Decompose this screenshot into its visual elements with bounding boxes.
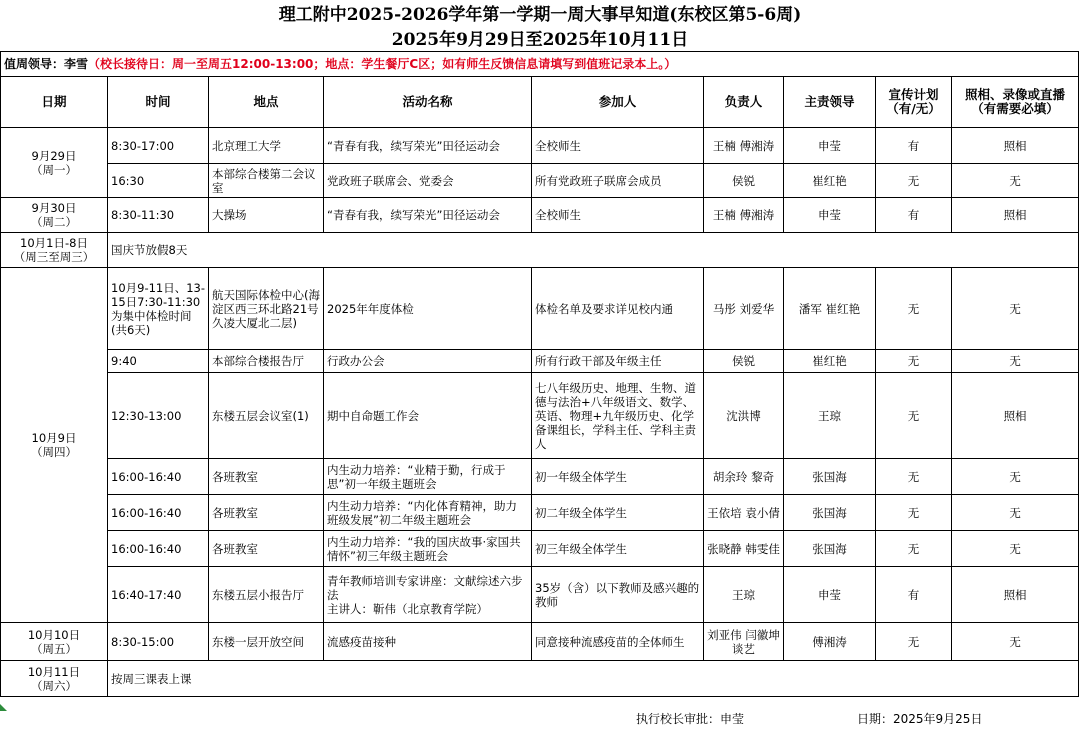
time-cell: 8:30-15:00 bbox=[108, 623, 209, 661]
header-participants: 参加人 bbox=[532, 77, 704, 128]
owner-cell: 王楠 傅湘涛 bbox=[704, 198, 784, 233]
leader-cell: 潘军 崔红艳 bbox=[784, 268, 876, 350]
owner-cell: 刘亚伟 闫徽坤 谈艺 bbox=[704, 623, 784, 661]
table-row bbox=[1, 623, 1079, 661]
owner-cell: 王依培 袁小倩 bbox=[704, 495, 784, 531]
media-cell: 无 bbox=[952, 164, 1079, 198]
participants-cell: 全校师生 bbox=[532, 198, 704, 233]
activity-cell: 行政办公会 bbox=[324, 350, 532, 373]
schedule-note: 按周三课表上课 bbox=[108, 661, 1079, 697]
activity-cell: 期中自命题工作会 bbox=[324, 373, 532, 459]
header-publicity: 宣传计划（有/无） bbox=[876, 77, 952, 128]
page-title: 理工附中2025-2026学年第一学期一周大事早知道(东校区第5-6周) bbox=[278, 5, 802, 25]
place-cell: 东楼一层开放空间 bbox=[209, 623, 324, 661]
duty-leader-row bbox=[1, 52, 1079, 77]
leader-cell: 崔红艳 bbox=[784, 350, 876, 373]
activity-cell: “青春有我，续写荣光”田径运动会 bbox=[324, 198, 532, 233]
place-cell: 大操场 bbox=[209, 198, 324, 233]
duty-leader-label: 值周领导：李雪 bbox=[4, 57, 89, 71]
media-cell: 无 bbox=[952, 268, 1079, 350]
leader-cell: 崔红艳 bbox=[784, 164, 876, 198]
media-cell: 无 bbox=[952, 623, 1079, 661]
media-cell: 无 bbox=[952, 459, 1079, 495]
date-cell: 10月11日 （周六） bbox=[1, 661, 108, 697]
publicity-cell: 无 bbox=[876, 268, 952, 350]
date-range-subtitle: 2025年9月29日至2025年10月11日 bbox=[391, 30, 689, 50]
owner-cell: 马彤 刘爱华 bbox=[704, 268, 784, 350]
owner-cell: 王楠 傅湘涛 bbox=[704, 128, 784, 164]
place-cell: 航天国际体检中心(海淀区西三环北路21号久凌大厦北二层) bbox=[209, 268, 324, 350]
sheet-corner-marker bbox=[0, 704, 7, 711]
media-cell: 无 bbox=[952, 495, 1079, 531]
activity-cell: 流感疫苗接种 bbox=[324, 623, 532, 661]
table-row bbox=[1, 164, 1079, 198]
participants-cell: 所有行政干部及年级主任 bbox=[532, 350, 704, 373]
place-cell: 东楼五层小报告厅 bbox=[209, 567, 324, 623]
activity-cell: 党政班子联席会、党委会 bbox=[324, 164, 532, 198]
header-place: 地点 bbox=[209, 77, 324, 128]
leader-cell: 傅湘涛 bbox=[784, 623, 876, 661]
place-cell: 各班教室 bbox=[209, 459, 324, 495]
date-cell: 9月29日 （周一） bbox=[1, 128, 108, 198]
table-row bbox=[1, 128, 1079, 164]
publicity-cell: 无 bbox=[876, 623, 952, 661]
participants-cell: 初一年级全体学生 bbox=[532, 459, 704, 495]
publicity-cell: 无 bbox=[876, 373, 952, 459]
schedule-table bbox=[0, 51, 1079, 697]
place-cell: 东楼五层会议室(1) bbox=[209, 373, 324, 459]
participants-cell: 35岁（含）以下教师及感兴趣的教师 bbox=[532, 567, 704, 623]
media-cell: 照相 bbox=[952, 373, 1079, 459]
header-time: 时间 bbox=[108, 77, 209, 128]
publicity-cell: 有 bbox=[876, 198, 952, 233]
footer-date: 日期：2025年9月25日 bbox=[857, 712, 983, 726]
date-cell: 9月30日 （周二） bbox=[1, 198, 108, 233]
media-cell: 照相 bbox=[952, 198, 1079, 233]
activity-cell: 内生动力培养：“业精于勤，行成于思”初一年级主题班会 bbox=[324, 459, 532, 495]
holiday-note: 国庆节放假8天 bbox=[108, 233, 1079, 268]
speaker-line: 主讲人：靳伟（北京教育学院） bbox=[327, 601, 488, 616]
place-cell: 本部综合楼第二会议室 bbox=[209, 164, 324, 198]
publicity-cell: 无 bbox=[876, 164, 952, 198]
owner-cell: 侯锐 bbox=[704, 164, 784, 198]
time-cell: 8:30-11:30 bbox=[108, 198, 209, 233]
header-owner: 负责人 bbox=[704, 77, 784, 128]
date-cell: 10月9日 （周四） bbox=[1, 268, 108, 623]
owner-cell: 张晓静 韩雯佳 bbox=[704, 531, 784, 567]
publicity-cell: 无 bbox=[876, 350, 952, 373]
table-row bbox=[1, 233, 1079, 268]
media-cell: 无 bbox=[952, 350, 1079, 373]
place-cell: 各班教室 bbox=[209, 531, 324, 567]
media-cell: 照相 bbox=[952, 128, 1079, 164]
time-cell: 16:00-16:40 bbox=[108, 459, 209, 495]
activity-cell: 2025年年度体检 bbox=[324, 268, 532, 350]
header-activity: 活动名称 bbox=[324, 77, 532, 128]
time-cell: 9:40 bbox=[108, 350, 209, 373]
principal-reception-note: （校长接待日：周一至周五12:00-13:00；地点：学生餐厅C区；如有师生反馈信息请填写到值班记录本上。） bbox=[88, 57, 677, 71]
table-row bbox=[1, 459, 1079, 495]
table-row bbox=[1, 350, 1079, 373]
participants-cell: 体检名单及要求详见校内通 bbox=[532, 268, 704, 350]
activity-cell: 内生动力培养：“内化体育精神，助力班级发展”初二年级主题班会 bbox=[324, 495, 532, 531]
owner-cell: 胡余玲 黎奇 bbox=[704, 459, 784, 495]
publicity-cell: 无 bbox=[876, 495, 952, 531]
table-row bbox=[1, 495, 1079, 531]
date-cell: 10月1日-8日 （周三至周三） bbox=[1, 233, 108, 268]
table-row bbox=[1, 198, 1079, 233]
participants-cell: 全校师生 bbox=[532, 128, 704, 164]
owner-cell: 王琼 bbox=[704, 567, 784, 623]
media-cell: 无 bbox=[952, 531, 1079, 567]
leader-cell: 王琼 bbox=[784, 373, 876, 459]
place-cell: 本部综合楼报告厅 bbox=[209, 350, 324, 373]
publicity-cell: 有 bbox=[876, 128, 952, 164]
header-row bbox=[1, 77, 1079, 128]
owner-cell: 侯锐 bbox=[704, 350, 784, 373]
header-leader: 主责领导 bbox=[784, 77, 876, 128]
time-cell: 12:30-13:00 bbox=[108, 373, 209, 459]
table-row bbox=[1, 567, 1079, 623]
owner-cell: 沈洪博 bbox=[704, 373, 784, 459]
leader-cell: 张国海 bbox=[784, 459, 876, 495]
place-cell: 各班教室 bbox=[209, 495, 324, 531]
time-cell: 16:00-16:40 bbox=[108, 531, 209, 567]
leader-cell: 张国海 bbox=[784, 531, 876, 567]
time-cell: 16:00-16:40 bbox=[108, 495, 209, 531]
publicity-cell: 无 bbox=[876, 459, 952, 495]
time-cell: 16:30 bbox=[108, 164, 209, 198]
activity-cell: 内生动力培养：“我的国庆故事·家国共情怀”初三年级主题班会 bbox=[324, 531, 532, 567]
table-row bbox=[1, 661, 1079, 697]
date-cell: 10月10日 （周五） bbox=[1, 623, 108, 661]
time-cell: 8:30-17:00 bbox=[108, 128, 209, 164]
table-row bbox=[1, 373, 1079, 459]
participants-cell: 初三年级全体学生 bbox=[532, 531, 704, 567]
activity-cell: “青春有我，续写荣光”田径运动会 bbox=[324, 128, 532, 164]
table-row bbox=[1, 268, 1079, 350]
activity-cell: 青年教师培训专家讲座：文献综述六步法 主讲人：靳伟（北京教育学院） bbox=[324, 567, 532, 623]
participants-cell: 同意接种流感疫苗的全体师生 bbox=[532, 623, 704, 661]
leader-cell: 申莹 bbox=[784, 567, 876, 623]
header-date: 日期 bbox=[1, 77, 108, 128]
header-media: 照相、录像或直播（有需要必填） bbox=[952, 77, 1079, 128]
leader-cell: 申莹 bbox=[784, 128, 876, 164]
table-row bbox=[1, 531, 1079, 567]
approval-signature: 执行校长审批：申莹 bbox=[636, 712, 745, 726]
publicity-cell: 无 bbox=[876, 531, 952, 567]
time-cell: 10月9-11日、13-15日7:30-11:30为集中体检时间(共6天) bbox=[108, 268, 209, 350]
publicity-cell: 有 bbox=[876, 567, 952, 623]
place-cell: 北京理工大学 bbox=[209, 128, 324, 164]
media-cell: 照相 bbox=[952, 567, 1079, 623]
participants-cell: 所有党政班子联席会成员 bbox=[532, 164, 704, 198]
leader-cell: 申莹 bbox=[784, 198, 876, 233]
time-cell: 16:40-17:40 bbox=[108, 567, 209, 623]
participants-cell: 初二年级全体学生 bbox=[532, 495, 704, 531]
leader-cell: 张国海 bbox=[784, 495, 876, 531]
participants-cell: 七八年级历史、地理、生物、道德与法治+八年级语文、数学、英语、物理+九年级历史、化学备课组长，学科主任、学科主责人 bbox=[532, 373, 704, 459]
